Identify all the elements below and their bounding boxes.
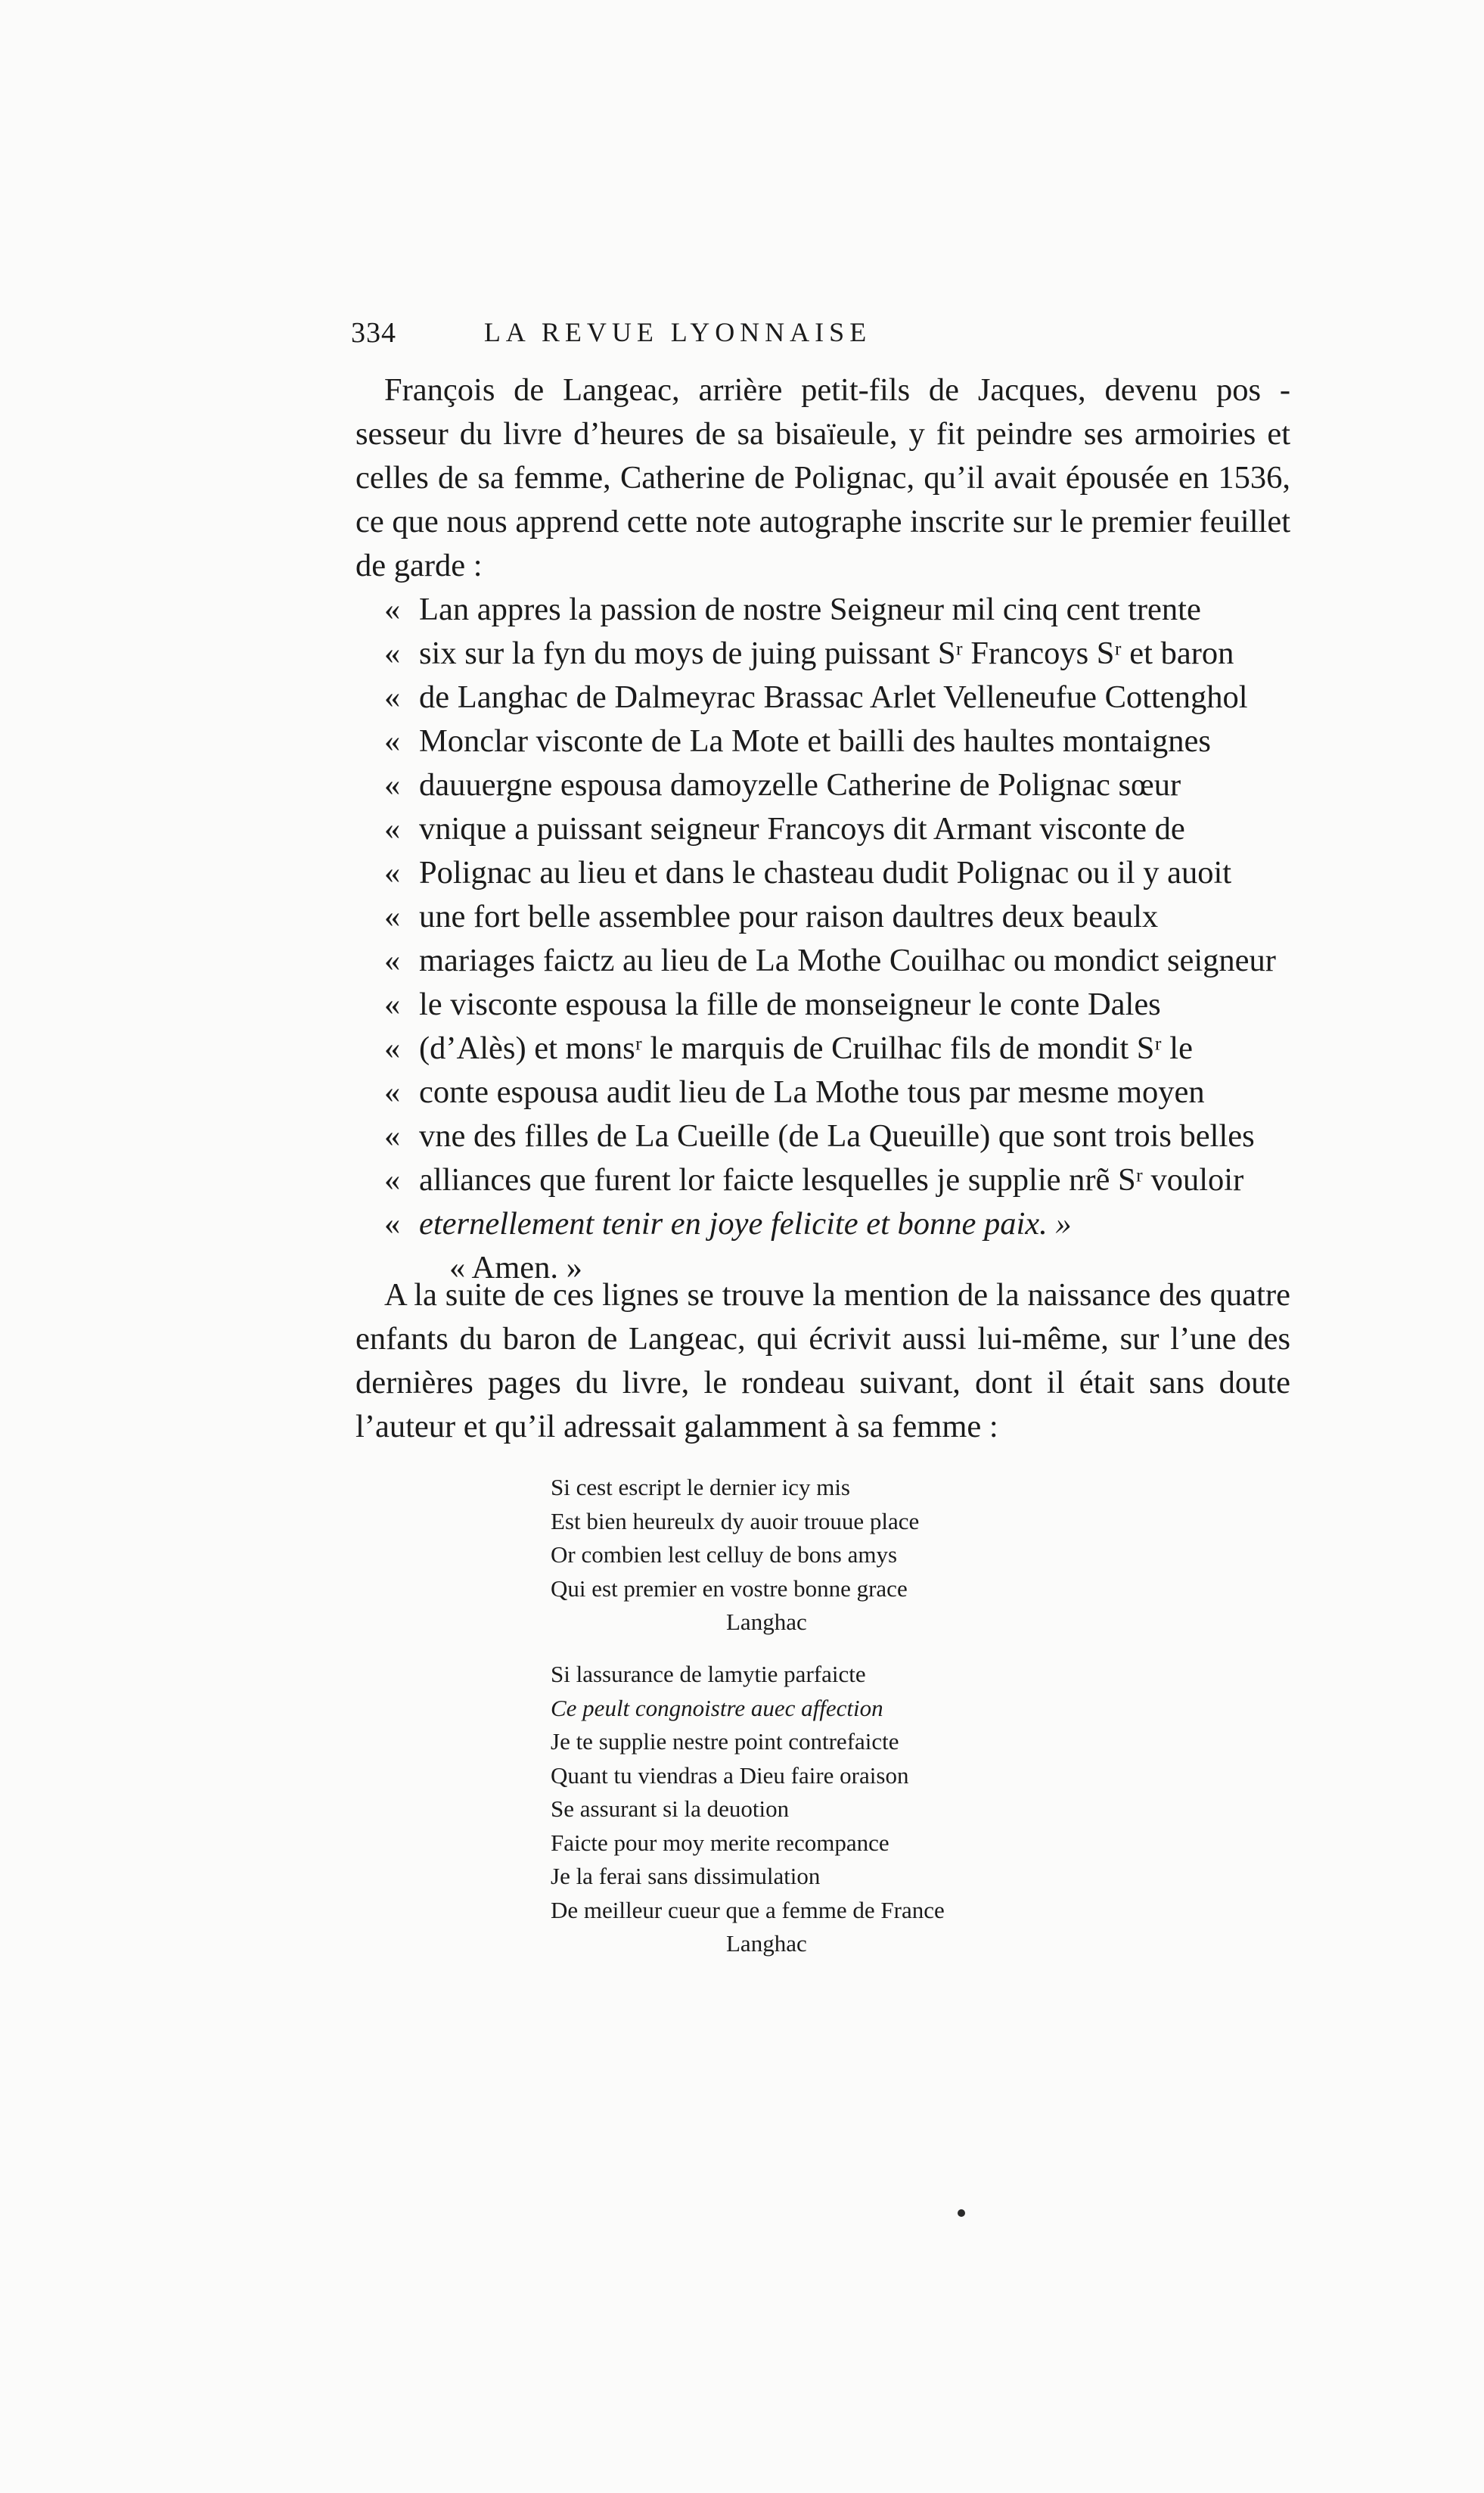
paragraph-rondeau-intro-text	[355, 1273, 1290, 1449]
text-line: quatre enfants du baron de Langeac, qui écrivit aussi lui-même,	[355, 1277, 1290, 1357]
rondeau-stanza-1	[551, 1471, 1080, 1640]
quote-line: «dauuergne espousa damoyzelle Catherine de Polignac sœur	[384, 767, 1181, 803]
text-line: sesseur du livre d’heures de sa bisaïeule, y fit peindre ses armoiries	[355, 416, 1256, 452]
rondeau-stanza-2	[551, 1658, 1080, 1961]
poem-signature: Langhac	[726, 1930, 807, 1957]
quote-line: «de Langhac de Dalmeyrac Brassac Arlet Velleneufue Cottenghol	[384, 679, 1248, 715]
page-header	[351, 316, 1004, 359]
poem-line: Je te supplie nestre point contrefaicte	[551, 1728, 899, 1755]
running-title: LA REVUE LYONNAISE	[483, 317, 872, 347]
text-line: était sans doute l’auteur et qu’il adressait galamment à sa femme :	[355, 1365, 1291, 1444]
poem-line: Faicte pour moy merite recompance	[551, 1829, 889, 1856]
quote-line: «Polignac au lieu et dans le chasteau dudit Polignac ou il y auoit	[384, 855, 1232, 891]
paragraph-intro-text	[355, 368, 1290, 588]
quote-line: «conte espousa audit lieu de La Mothe tous par mesme moyen	[384, 1074, 1205, 1110]
poem-line: De meilleur cueur que a femme de France	[551, 1896, 945, 1923]
text-line: et celles de sa femme, Catherine de Polignac, qu’il avait épousée	[355, 416, 1290, 496]
text-line: François de Langeac, arrière petit-fils de Jacques, devenu pos -	[384, 372, 1290, 408]
quote-line: «eternellement tenir en joye felicite et bonne paix. »	[384, 1206, 1072, 1242]
poem-signature: Langhac	[726, 1609, 807, 1635]
paragraph-intro	[355, 368, 1290, 588]
quote-line: «Lan appres la passion de nostre Seigneur mil cinq cent trente	[384, 592, 1201, 627]
poem-line: Se assurant si la deuotion	[551, 1795, 790, 1822]
amen-line: « Amen. »	[449, 1250, 582, 1285]
page-number: 334	[351, 317, 396, 349]
poem-line: Est bien heureulx dy auoir trouue place	[551, 1507, 920, 1534]
text-line: sur l’une des dernières pages du livre, le rondeau suivant, dont il	[355, 1321, 1290, 1400]
text-line: en 1536, ce que nous apprend cette note autographe inscrite sur le	[355, 460, 1290, 539]
quote-line: «(d’Alès) et monsʳ le marquis de Cruilhac fils de mondit Sʳ le	[384, 1030, 1193, 1066]
paragraph-rondeau-intro	[355, 1273, 1290, 1449]
text-line: premier feuillet de garde :	[355, 504, 1291, 583]
quote-line: «vne des filles de La Cueille (de La Queuille) que sont trois belles	[384, 1118, 1255, 1154]
quote-line: «six sur la fyn du moys de juing puissant Sʳ Francoys Sʳ et baron	[384, 636, 1234, 671]
quote-line: «Monclar visconte de La Mote et bailli des haultes montaignes	[384, 723, 1211, 759]
poem-line: Ce peult congnoistre auec affection	[551, 1694, 883, 1721]
quote-line: «mariages faictz au lieu de La Mothe Couilhac ou mondict seigneur	[384, 943, 1276, 978]
ink-spot	[958, 2209, 965, 2217]
poem-line: Si lassurance de lamytie parfaicte	[551, 1661, 866, 1687]
poem-line: Si cest escript le dernier icy mis	[551, 1474, 850, 1500]
poem-line: Or combien lest celluy de bons amys	[551, 1541, 898, 1568]
quoted-note	[384, 588, 1292, 1290]
poem-line: Qui est premier en vostre bonne grace	[551, 1574, 908, 1602]
quote-line: «le visconte espousa la fille de monseigneur le conte Dales	[384, 987, 1161, 1022]
text-line: A la suite de ces lignes se trouve la mention de la naissance des	[384, 1277, 1202, 1313]
quote-line: «une fort belle assemblee pour raison daultres deux beaulx	[384, 899, 1159, 934]
quote-line: «alliances que furent lor faicte lesquelles je supplie nrẽ Sʳ vouloir	[384, 1162, 1244, 1198]
poem-line: Je la ferai sans dissimulation	[551, 1863, 821, 1889]
quote-line: «vnique a puissant seigneur Francoys dit Armant visconte de	[384, 811, 1185, 847]
poem-line: Quant tu viendras a Dieu faire oraison	[551, 1761, 909, 1789]
